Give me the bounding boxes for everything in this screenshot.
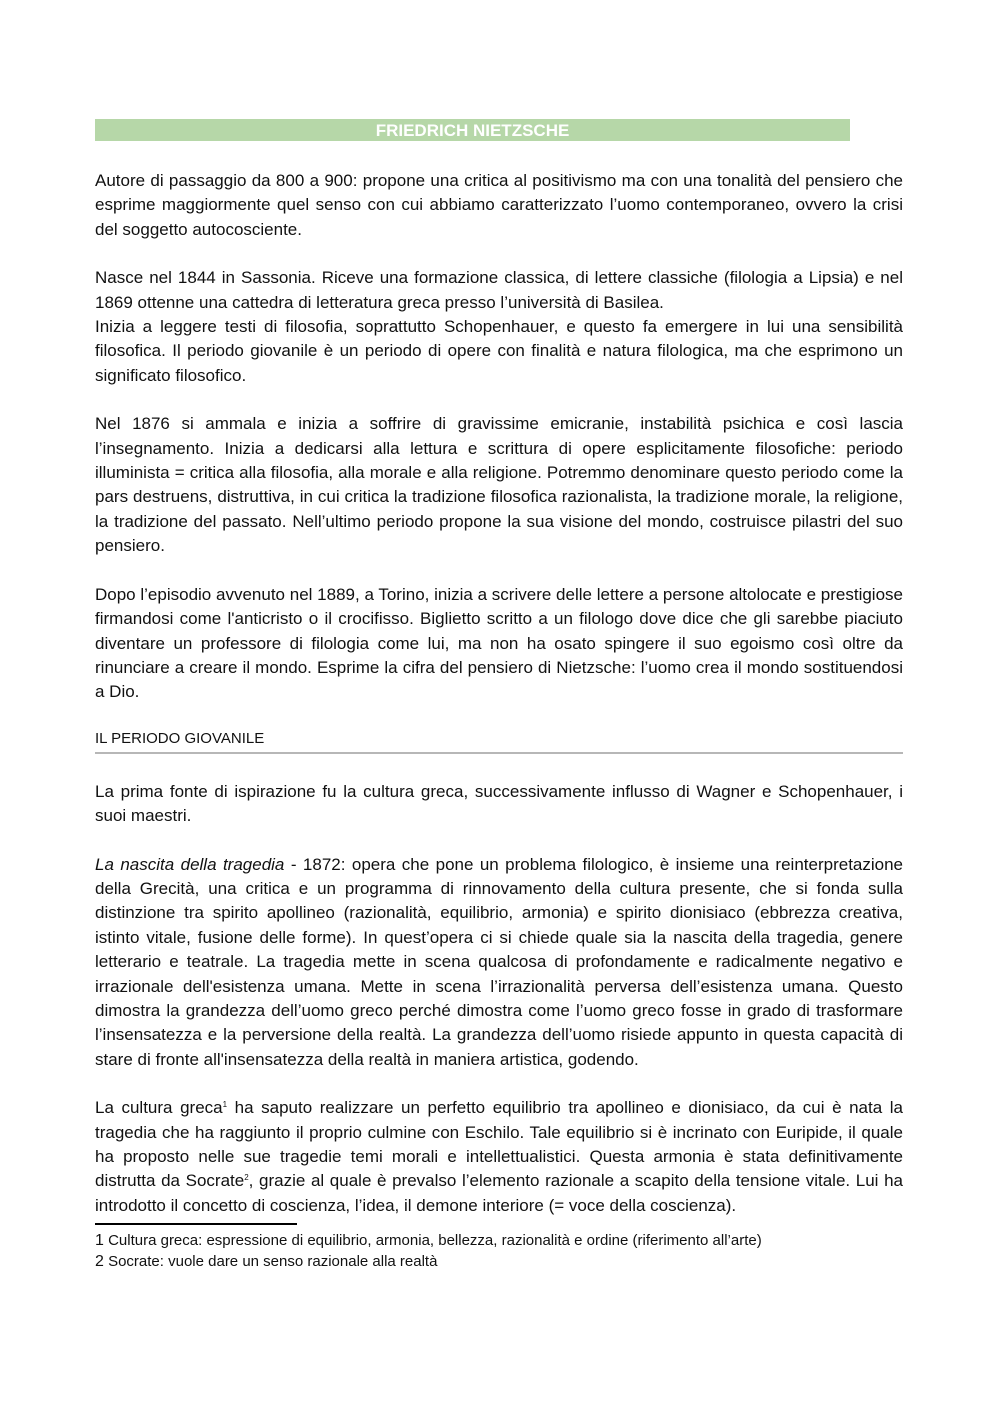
illness-paragraph: Nel 1876 si ammala e inizia a soffrire di gravissime emicranie, instabilità psichica e così lascia l’insegnamento. Inizia a dedicarsi alla lettura e scrittura di opere esplicitamente filosofiche: periodo illuminista = critica alla filosofia, alla morale e alla religione. Potremmo denominare questo periodo come la pars destruens, distruttiva, in cui critica la tradizione filosofica razionalista, la tradizione morale, la religione, la tradizione del passato. Nell’ultimo periodo propone la sua visione del mondo, costruisce pilastri del suo pensiero. bbox=[95, 414, 903, 556]
footnote-number: 2 bbox=[95, 1253, 104, 1271]
footnote-text: Socrate: vuole dare un senso razionale alla realtà bbox=[103, 1253, 438, 1271]
philosophy-paragraph: Inizia a leggere testi di filosofia, soprattutto Schopenhauer, e questo fa emergere in lui una sensibilità filosofica. Il periodo giovanile è un periodo di opere con finalità e natura filologica, ma che esprimono un significato filosofico. bbox=[95, 317, 903, 385]
document-body bbox=[95, 119, 903, 1272]
inspiration-paragraph: La prima fonte di ispirazione fu la cultura greca, successivamente influsso di Wagner e Schopenhauer, i suoi maestri. bbox=[95, 781, 903, 826]
book-title: La nascita della tragedia bbox=[95, 854, 285, 874]
biography-paragraph: Nasce nel 1844 in Sassonia. Riceve una formazione classica, di lettere classiche (filologia a Lipsia) e nel 1869 ottenne una cattedra di letteratura greca presso l’università di Basilea. bbox=[95, 268, 903, 312]
greek-culture-text-a: La cultura greca bbox=[95, 1098, 223, 1118]
greek-culture-text-b: ha saputo realizzare un perfetto equilibrio tra apollineo e dionisiaco, da cui è nata la tragedia che ha raggiunto il proprio culmine con Eschilo. Tale equilibrio si è incrinato con Euripide, il quale ha proposto nelle sue tragedie temi morali e intellettualistici. Questa armonia è stata definitivamente distrutta da Socrate bbox=[95, 1098, 903, 1191]
footnote-divider bbox=[95, 1223, 297, 1225]
intro-paragraph: Autore di passaggio da 800 a 900: propone una critica al positivismo ma con una tonalità del pensiero che esprime maggiormente quel senso con cui abbiamo caratterizzato l’uomo contemporaneo, ovvero la crisi del soggetto autocosciente. bbox=[95, 171, 903, 239]
greek-culture-text-c: , grazie al quale è prevalso l’elemento razionale a scapito della tensione vitale. Lui ha introdotto il concetto di coscienza, l’idea, il demone interiore (= voce della coscienza). bbox=[95, 1171, 903, 1215]
footnote-1 bbox=[95, 1230, 903, 1251]
turin-paragraph: Dopo l’episodio avvenuto nel 1889, a Torino, inizia a scrivere delle lettere a persone altolocate e prestigiose firmandosi come l'anticristo o il crocifisso. Biglietto scritto a un filologo dove dice che gli sarebbe piaciuto diventare un professore di filologia come lui, ma non ha osato spingere il suo egoismo così oltre da rinunciare a creare il mondo. Esprime la cifra del pensiero di Nietzsche: l’uomo crea il mondo sostituendosi a Dio. bbox=[95, 584, 903, 702]
greek-culture-paragraph bbox=[95, 1096, 903, 1218]
tragedy-paragraph bbox=[95, 853, 903, 1073]
document-title: FRIEDRICH NIETZSCHE bbox=[95, 119, 850, 141]
section-heading: IL PERIODO GIOVANILE bbox=[95, 729, 903, 754]
footnote-2 bbox=[95, 1251, 903, 1272]
tragedy-text: - 1872: opera che pone un problema filologico, è insieme una reinterpretazione della Grecità, una critica e un programma di rinnovamento della cultura presente, che si fonda sulla distinzione tra spirito apollineo (razionalità, equilibrio, armonia) e spirito dionisiaco (ebbrezza creativa, istinto vitale, fusione delle forme). In quest’opera ci si chiede quale sia la nascita della tragedia, genere letterario e teatrale. La tragedia mette in scena qualcosa di profondamente e radicalmente negativo e irrazionale dell'esistenza umana. Mette in scena l’irrazionalità perversa dell’esistenza umana. Questo dimostra la grandezza dell’uomo greco perché dimostra come l’uomo greco fosse in grado di trasformare l’insensatezza e la perversione della realtà. La grandezza dell’uomo risiede appunto in questa capacità di stare di fronte all'insensatezza della realtà in maniera artistica, godendo. bbox=[95, 854, 904, 1069]
footnote-text: Cultura greca: espressione di equilibrio, armonia, bellezza, razionalità e ordine (riferimento all’arte) bbox=[103, 1232, 762, 1250]
footnote-ref-1[interactable]: 1 bbox=[222, 1100, 228, 1110]
footnote-number: 1 bbox=[95, 1232, 104, 1250]
footnote-ref-2[interactable]: 2 bbox=[244, 1173, 249, 1183]
